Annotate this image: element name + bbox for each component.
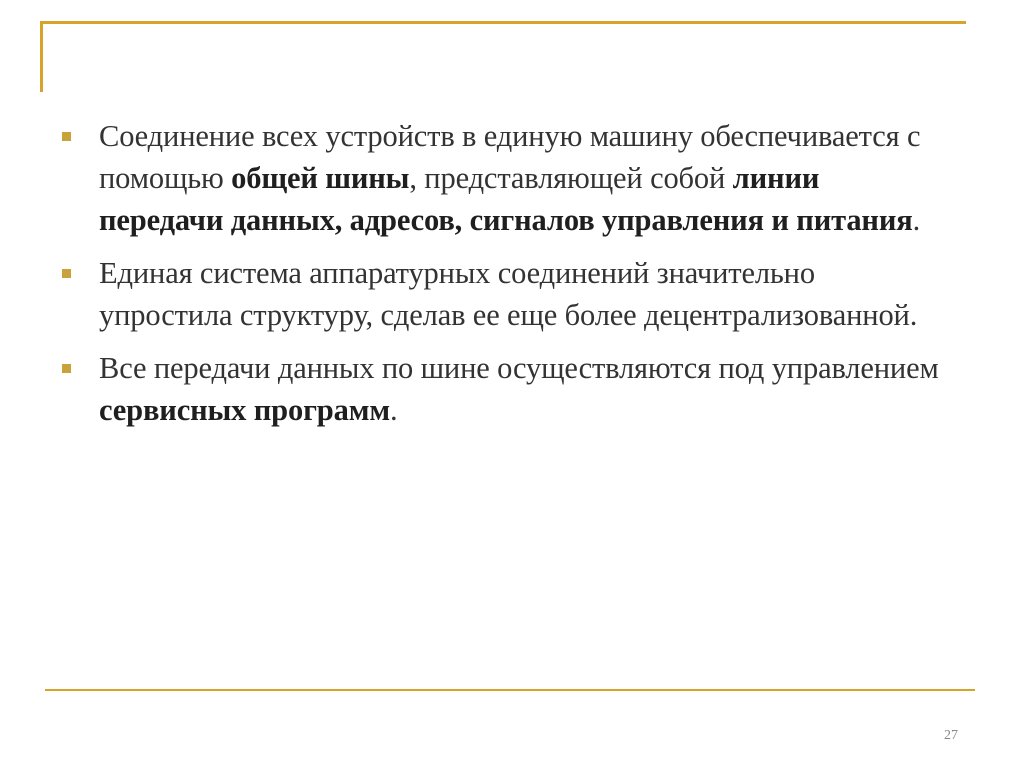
top-decorative-rule: [40, 21, 966, 24]
bullet-text: .: [912, 203, 921, 237]
page-number: 27: [944, 728, 958, 743]
left-decorative-rule: [40, 21, 43, 92]
bullet-text-bold: общей шины: [231, 161, 410, 195]
bullet-item: [60, 252, 940, 336]
bullet-text: Все передачи данных по шине осуществляются под управлением: [99, 351, 939, 385]
bullet-text: .: [909, 298, 918, 332]
bullet-item: [60, 347, 940, 431]
bullet-item: [60, 115, 940, 241]
bullet-text: , представляющей собой: [409, 161, 733, 195]
bullet-text-bold: сервисных программ: [99, 393, 390, 427]
square-bullet-icon: [62, 132, 71, 141]
bullet-text: .: [389, 393, 398, 427]
bullet-list: [60, 115, 940, 442]
square-bullet-icon: [62, 269, 71, 278]
bullet-text-bold: линии передачи данных, адресов, сигналов управления и питания: [99, 161, 913, 237]
bottom-decorative-rule: [45, 689, 975, 691]
square-bullet-icon: [62, 364, 71, 373]
bullet-text: Единая система аппаратурных соединений значительно упростила структуру, сделав ее еще более децентрализованной: [99, 256, 910, 332]
bullet-text: Соединение всех устройств в единую машину обеспечивается с помощью: [99, 119, 921, 195]
